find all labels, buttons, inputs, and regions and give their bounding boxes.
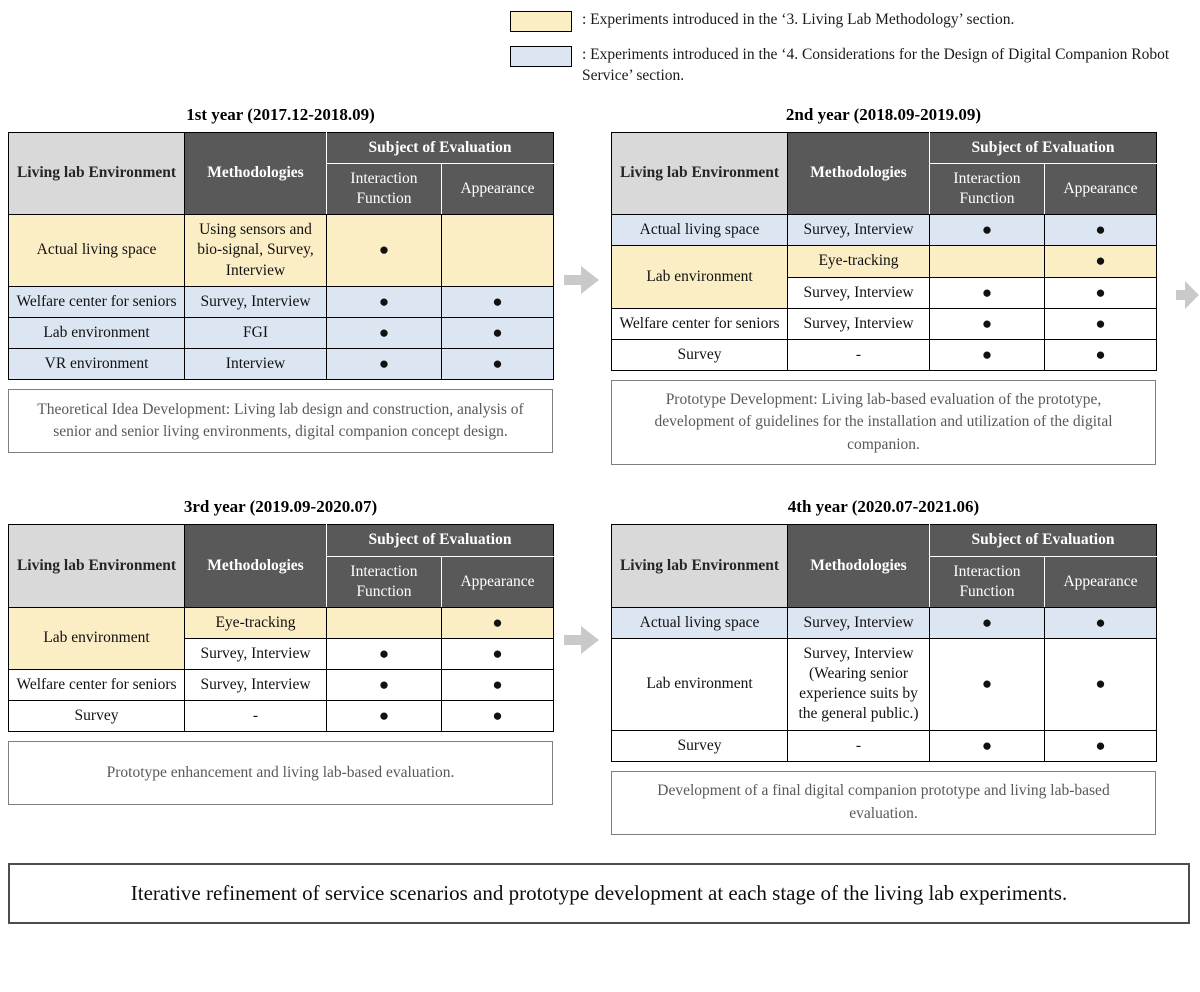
interaction-cell: ● [327,670,442,701]
interaction-header: Interaction Function [327,556,442,607]
env-cell: Actual living space [9,215,185,286]
legend-item [510,10,1200,32]
arrow-right-icon [564,265,600,295]
interaction-cell: ● [327,638,442,669]
interaction-cell: ● [930,730,1045,761]
appearance-cell [442,215,554,286]
table-row [612,308,1157,339]
table-row [9,607,554,638]
year2-panel [611,105,1156,466]
table-row [9,670,554,701]
appearance-cell: ● [442,317,554,348]
env-header: Living lab Environment [612,132,788,214]
env-cell: Survey [612,339,788,370]
method-cell: Survey, Interview [788,607,930,638]
interaction-cell: ● [930,607,1045,638]
interaction-cell: ● [327,701,442,732]
year4-caption: Development of a final digital companion prototype and living lab-based evaluation. [611,771,1156,835]
year2-caption: Prototype Development: Living lab-based evaluation of the prototype, development of guidelines for the installation and utilization of the digital companion. [611,380,1156,465]
table-row [9,348,554,379]
table-row [9,317,554,348]
env-header: Living lab Environment [612,525,788,607]
method-cell: Survey, Interview [788,215,930,246]
year4-title: 4th year (2020.07-2021.06) [787,497,980,517]
year3-table [8,524,554,732]
appearance-cell: ● [1045,246,1157,277]
method-cell: Eye-tracking [788,246,930,277]
method-cell: Survey, Interview (Wearing senior experience suits by the general public.) [788,638,930,730]
interaction-cell: ● [930,339,1045,370]
appearance-header: Appearance [1045,163,1157,214]
env-cell: Actual living space [612,607,788,638]
table-row [612,339,1157,370]
panels-grid [8,105,1200,835]
method-cell: - [185,701,327,732]
interaction-cell: ● [327,286,442,317]
method-cell: Using sensors and bio-signal, Survey, Interview [185,215,327,286]
interaction-header: Interaction Function [930,163,1045,214]
appearance-cell: ● [1045,339,1157,370]
method-cell: FGI [185,317,327,348]
interaction-cell: ● [930,215,1045,246]
year2-title: 2nd year (2018.09-2019.09) [785,104,982,124]
env-header: Living lab Environment [9,525,185,607]
env-cell: Lab environment [9,607,185,669]
env-cell: Welfare center for seniors [612,308,788,339]
method-cell: Survey, Interview [788,308,930,339]
subject-header: Subject of Evaluation [327,525,554,556]
year3-panel [8,497,553,834]
interaction-cell: ● [930,308,1045,339]
appearance-cell: ● [442,286,554,317]
subject-header: Subject of Evaluation [930,525,1157,556]
table-row [612,215,1157,246]
year1-table [8,132,554,380]
appearance-cell: ● [1045,308,1157,339]
interaction-header: Interaction Function [930,556,1045,607]
env-cell: Welfare center for seniors [9,670,185,701]
arrow-right-icon [1176,280,1200,310]
table-row [612,730,1157,761]
method-cell: - [788,339,930,370]
interaction-header: Interaction Function [327,163,442,214]
legend-swatch-blue [510,46,572,67]
interaction-cell [930,246,1045,277]
method-cell: Survey, Interview [788,277,930,308]
appearance-cell: ● [442,348,554,379]
methodologies-header: Methodologies [788,525,930,607]
legend [510,10,1200,87]
env-cell: Lab environment [612,638,788,730]
year2-table [611,132,1157,371]
methodologies-header: Methodologies [185,132,327,214]
interaction-cell: ● [327,215,442,286]
env-header: Living lab Environment [9,132,185,214]
appearance-cell: ● [1045,607,1157,638]
appearance-cell: ● [1045,638,1157,730]
env-cell: Survey [9,701,185,732]
table-row [9,286,554,317]
method-cell: Survey, Interview [185,670,327,701]
legend-label: : Experiments introduced in the ‘3. Living Lab Methodology’ section. [582,11,1015,28]
year3-title: 3rd year (2019.09-2020.07) [183,497,378,517]
interaction-cell: ● [930,277,1045,308]
year1-panel [8,105,553,466]
interaction-cell: ● [327,317,442,348]
year1-title: 1st year (2017.12-2018.09) [186,104,375,124]
subject-header: Subject of Evaluation [930,132,1157,163]
legend-swatch-yellow [510,11,572,32]
methodologies-header: Methodologies [185,525,327,607]
methodologies-header: Methodologies [788,132,930,214]
method-cell: Interview [185,348,327,379]
year4-panel [611,497,1156,834]
env-cell: Welfare center for seniors [9,286,185,317]
appearance-header: Appearance [1045,556,1157,607]
env-cell: Lab environment [9,317,185,348]
arrow-cell [553,497,611,834]
interaction-cell [327,607,442,638]
year3-caption: Prototype enhancement and living lab-based evaluation. [8,741,553,805]
table-row [612,638,1157,730]
appearance-header: Appearance [442,163,554,214]
year1-caption: Theoretical Idea Development: Living lab design and construction, analysis of senior and senior living environments, digital companion concept design. [8,389,553,453]
env-cell: Survey [612,730,788,761]
table-row [9,215,554,286]
method-cell: Survey, Interview [185,638,327,669]
table-row [9,701,554,732]
method-cell: - [788,730,930,761]
env-cell: VR environment [9,348,185,379]
method-cell: Survey, Interview [185,286,327,317]
env-cell: Actual living space [612,215,788,246]
method-cell: Eye-tracking [185,607,327,638]
legend-item [510,45,1200,87]
table-row [612,246,1157,277]
appearance-cell: ● [442,607,554,638]
appearance-cell: ● [1045,277,1157,308]
interaction-cell: ● [930,638,1045,730]
arrow-cell [553,105,611,466]
appearance-cell: ● [442,638,554,669]
arrow-right-icon [564,625,600,655]
table-row [612,607,1157,638]
appearance-cell: ● [442,701,554,732]
appearance-cell: ● [1045,730,1157,761]
appearance-cell: ● [442,670,554,701]
year4-table [611,524,1157,761]
env-cell: Lab environment [612,246,788,308]
appearance-header: Appearance [442,556,554,607]
interaction-cell: ● [327,348,442,379]
appearance-cell: ● [1045,215,1157,246]
footer-note: Iterative refinement of service scenarios and prototype development at each stage of the living lab experiments. [8,863,1190,924]
legend-label: : Experiments introduced in the ‘4. Considerations for the Design of Digital Companion Robot Service’ section. [582,46,1170,84]
subject-header: Subject of Evaluation [327,132,554,163]
